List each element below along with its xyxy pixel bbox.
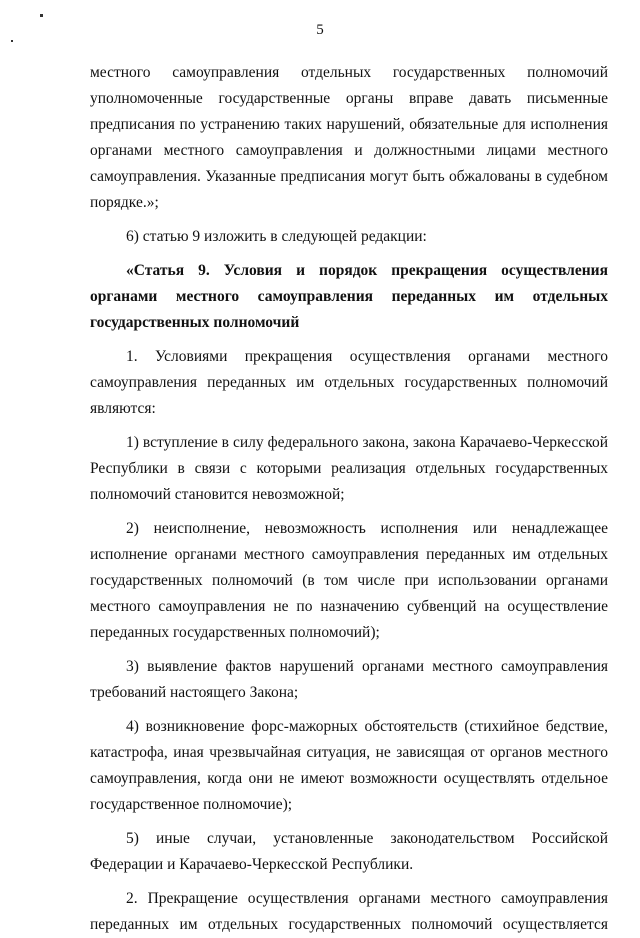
text-line: Республики в связи с которыми реализация отдельных государственных	[90, 460, 608, 477]
text-line: 2) неисполнение, невозможность исполнения или ненадлежащее	[126, 520, 608, 537]
document-body	[90, 60, 608, 938]
text-line: требований настоящего Закона;	[90, 684, 299, 701]
text-line: местного самоуправления не по назначению субвенций на осуществление	[90, 598, 608, 615]
text-line: уполномоченные государственные органы вправе давать письменные	[90, 90, 608, 107]
text-line: 5) иные случаи, установленные законодательством Российской	[126, 830, 608, 847]
text-line: местного самоуправления отдельных государственных полномочий	[90, 64, 608, 81]
text-line: самоуправления переданных им отдельных государственных полномочий	[90, 374, 608, 391]
text-line: 2. Прекращение осуществления органами местного самоуправления	[126, 890, 608, 907]
text-line: самоуправления. Указанные предписания могут быть обжалованы в судебном	[90, 168, 608, 185]
text-line: полномочий становится невозможной;	[90, 486, 345, 503]
text-line: переданных государственных полномочий);	[90, 624, 380, 641]
article-heading: «Статья 9. Условия и порядок прекращения осуществления	[126, 262, 608, 279]
text-line: 6) статью 9 изложить в следующей редакции:	[126, 228, 427, 245]
text-line: государственное полномочие);	[90, 796, 293, 813]
text-line: самоуправления, когда они не имеют возможности осуществлять отдельное	[90, 770, 608, 787]
scan-mark	[11, 40, 13, 42]
text-line: переданных им отдельных государственных полномочий осуществляется	[90, 916, 608, 933]
text-line: порядке.»;	[90, 194, 159, 211]
article-heading: государственных полномочий	[90, 314, 300, 331]
text-line: 1) вступление в силу федерального закона, закона Карачаево-Черкесской	[126, 434, 608, 451]
text-line: 3) выявление фактов нарушений органами местного самоуправления	[126, 658, 608, 675]
page-number: 5	[316, 22, 324, 38]
text-line: Федерации и Карачаево-Черкесской Республики.	[90, 856, 414, 873]
text-line: являются:	[90, 400, 156, 417]
article-heading: органами местного самоуправления переданных им отдельных	[90, 288, 608, 305]
scan-mark	[40, 14, 43, 17]
text-line: органами местного самоуправления и должностными лицами местного	[90, 142, 608, 159]
text-line: 1. Условиями прекращения осуществления органами местного	[126, 348, 608, 365]
text-line: предписания по устранению таких нарушений, обязательные для исполнения	[90, 116, 608, 133]
text-line: 4) возникновение форс-мажорных обстоятельств (стихийное бедствие,	[126, 718, 608, 735]
text-line: исполнение органами местного самоуправления переданных им отдельных	[90, 546, 608, 563]
text-line: государственных полномочий (в том числе при использовании органами	[90, 572, 608, 589]
text-line: катастрофа, иная чрезвычайная ситуация, не зависящая от органов местного	[90, 744, 608, 761]
